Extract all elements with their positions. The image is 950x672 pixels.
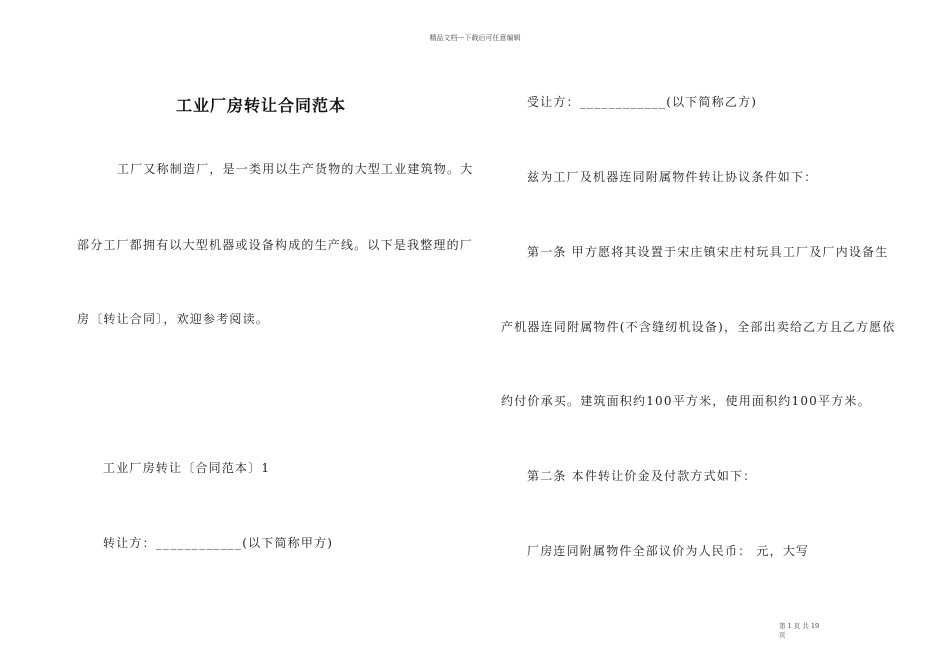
transferor-line: 转让方：____________(以下简称甲方) bbox=[103, 536, 334, 550]
page-header: 精品文档---下载后可任意编辑 bbox=[429, 34, 521, 42]
transferee-line: 受让方：____________(以下简称乙方) bbox=[527, 95, 758, 109]
article1-line-3: 约付价承买。建筑面积约100平方米，使用面积约100平方米。 bbox=[501, 394, 871, 408]
article1-line-2: 产机器连同附属物件(不含缝纫机设备)，全部出卖给乙方且乙方愿依 bbox=[501, 320, 896, 334]
page-number-line-2: 页 bbox=[779, 631, 786, 639]
article2-line: 第二条 本件转让价金及付款方式如下： bbox=[527, 469, 757, 483]
price-line: 厂房连同附属物件全部议价为人民币： 元，大写 bbox=[527, 544, 810, 558]
intro-line-1: 工厂又称制造厂，是一类用以生产货物的大型工业建筑物。大 bbox=[117, 162, 474, 176]
intro-line-2: 部分工厂都拥有以大型机器或设备构成的生产线。以下是我整理的厂 bbox=[77, 238, 474, 252]
article1-line-1: 第一条 甲方愿将其设置于宋庄镇宋庄村玩具工厂及厂内设备生 bbox=[527, 245, 889, 259]
section-heading: 工业厂房转让〔合同范本〕1 bbox=[103, 461, 271, 475]
agreement-intro: 兹为工厂及机器连同附属物件转让协议条件如下： bbox=[527, 170, 818, 184]
page-number bbox=[779, 622, 819, 640]
page-number-line-1: 第 1 页 共 19 bbox=[779, 622, 820, 630]
document-title: 工业厂房转让合同范本 bbox=[176, 96, 347, 115]
intro-line-3: 房〔转让合同〕，欢迎参考阅读。 bbox=[77, 312, 270, 326]
